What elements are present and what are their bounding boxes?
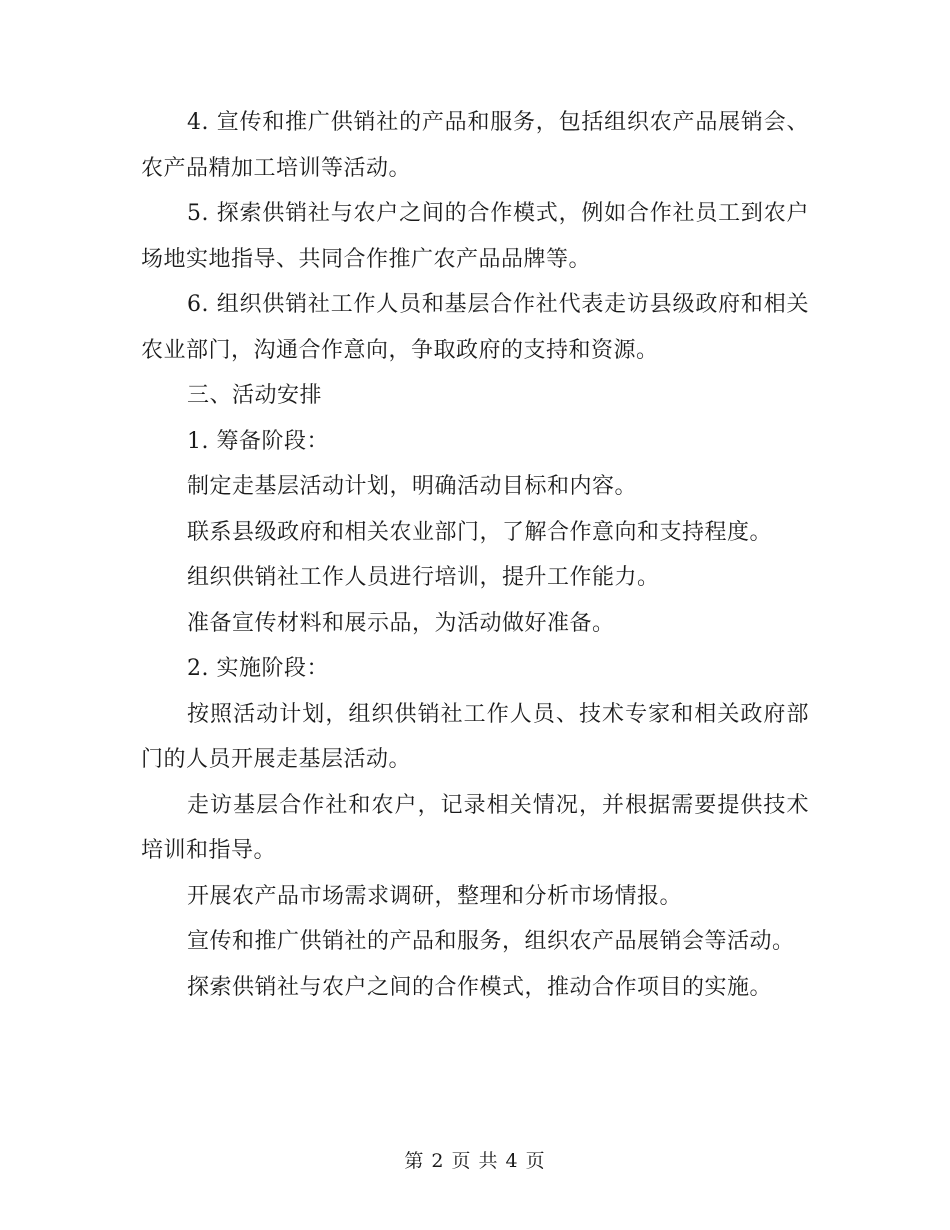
subheading-implementation-stage: 2. 实施阶段：: [187, 656, 329, 681]
subheading-preparation-stage: 1. 筹备阶段：: [187, 428, 329, 454]
paragraph-prep-materials: 准备宣传材料和展示品，为活动做好准备。: [187, 610, 615, 636]
paragraph-item-5: 5. 探索供销社与农户之间的合作模式，例如合作社员工到农户场地实地指导、共同合作推广农产品品牌等。: [141, 201, 809, 272]
paragraph-impl-visit: 走访基层合作社和农户，记录相关情况，并根据需要提供技术培训和指导。: [141, 792, 809, 863]
document-body: [141, 100, 809, 1010]
paragraph-item-6: 6. 组织供销社工作人员和基层合作社代表走访县级政府和相关农业部门，沟通合作意向，争取政府的支持和资源。: [141, 292, 809, 363]
paragraph-prep-plan: 制定走基层活动计划，明确活动目标和内容。: [187, 474, 638, 499]
paragraph-impl-promote: 宣传和推广供销社的产品和服务，组织农产品展销会等活动。: [187, 929, 795, 954]
paragraph-impl-cooperation: 探索供销社与农户之间的合作模式，推动合作项目的实施。: [187, 974, 773, 1000]
page-number-footer: 第 2 页 共 4 页: [404, 1150, 546, 1172]
paragraph-prep-training: 组织供销社工作人员进行培训，提升工作能力。: [187, 565, 660, 590]
paragraph-item-4: 4. 宣传和推广供销社的产品和服务，包括组织农产品展销会、农产品精加工培训等活动。: [141, 110, 809, 181]
section-heading-activity-arrangement: 三、活动安排: [187, 383, 323, 408]
paragraph-impl-organize: 按照活动计划，组织供销社工作人员、技术专家和相关政府部门的人员开展走基层活动。: [141, 701, 809, 772]
paragraph-prep-contact: 联系县级政府和相关农业部门，了解合作意向和支持程度。: [187, 519, 773, 545]
paragraph-impl-research: 开展农产品市场需求调研，整理和分析市场情报。: [187, 883, 683, 909]
